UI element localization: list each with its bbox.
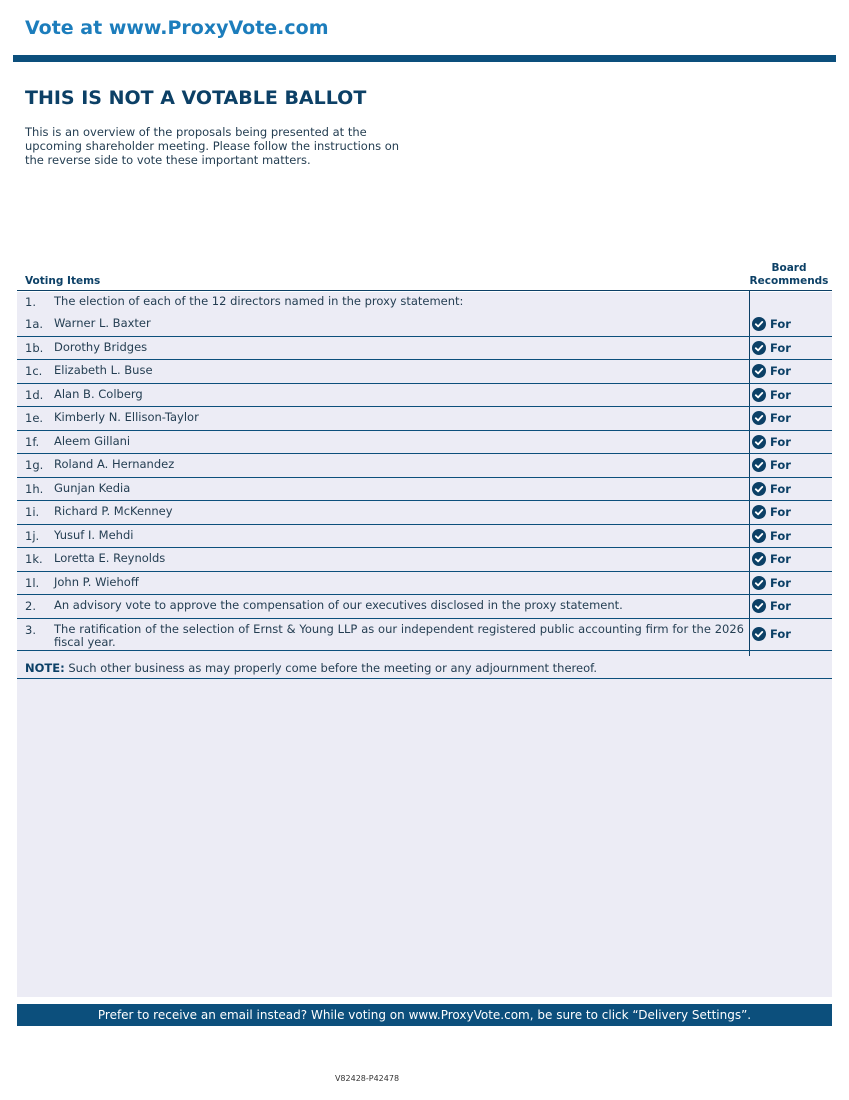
item-text: Yusuf I. Mehdi: [54, 527, 134, 542]
board-recommendation: [752, 341, 791, 355]
board-header-line1: Board: [771, 262, 807, 274]
item-text: An advisory vote to approve the compensation of our executives disclosed in the proxy statement.: [54, 598, 623, 612]
check-circle-icon: [752, 552, 766, 566]
page-title: THIS IS NOT A VOTABLE BALLOT: [25, 87, 367, 109]
item-number: 1i.: [25, 505, 40, 519]
item-number: 3.: [25, 622, 36, 637]
recommendation-label: For: [770, 411, 791, 425]
table-row: [17, 478, 832, 502]
item-text: Loretta E. Reynolds: [54, 551, 166, 565]
table-row: [17, 595, 832, 619]
item-number: 1k.: [25, 552, 43, 566]
item-text: Alan B. Colberg: [54, 386, 143, 401]
item-number: 1h.: [25, 481, 44, 496]
recommendation-label: For: [770, 575, 791, 590]
table-row: [17, 407, 832, 431]
board-recommendation: [752, 458, 791, 472]
board-header-line2: Recommends: [749, 275, 829, 287]
item-number: 1b.: [25, 340, 44, 355]
table-row: [17, 313, 832, 337]
board-recommendation: [752, 364, 791, 378]
document-code: V82428-P42478: [334, 1074, 400, 1083]
item-text: Kimberly N. Ellison-Taylor: [54, 410, 199, 424]
item-number: 1e.: [25, 411, 44, 425]
item-text: The election of each of the 12 directors named in the proxy statement:: [54, 294, 464, 308]
item-text: Dorothy Bridges: [54, 339, 148, 354]
check-circle-icon: [752, 627, 766, 641]
table-row: [17, 501, 832, 525]
voting-items-table: [17, 291, 832, 651]
check-circle-icon: [752, 576, 766, 590]
board-recommendation: [752, 317, 791, 331]
recommendation-label: For: [770, 505, 791, 519]
board-recommendation: [752, 482, 791, 496]
board-recommendation: [752, 552, 791, 566]
note-row: [17, 657, 832, 679]
item-text: Gunjan Kedia: [54, 480, 131, 495]
board-recommendation: [752, 576, 791, 590]
recommendation-label: For: [770, 317, 791, 331]
item-number: 1d.: [25, 387, 44, 402]
recommendation-label: For: [770, 387, 791, 402]
vote-url-heading[interactable]: Vote at www.ProxyVote.com: [25, 17, 329, 39]
item-number: 1.: [25, 295, 36, 309]
recommendation-label: For: [770, 599, 791, 613]
item-text: Elizabeth L. Buse: [54, 363, 153, 377]
table-row: [17, 525, 832, 549]
recommendation-label: For: [770, 528, 791, 543]
item-text: The ratification of the selection of Ernst & Young LLP as our independent registered public accounting firm for the 2026 fiscal year.: [54, 621, 744, 649]
recommendation-label: For: [770, 340, 791, 355]
item-number: 1a.: [25, 317, 44, 331]
table-row: [17, 454, 832, 478]
board-recommendation: [752, 435, 791, 449]
check-circle-icon: [752, 599, 766, 613]
table-row: [17, 360, 832, 384]
item-text: Roland A. Hernandez: [54, 457, 175, 471]
voting-items-header: Voting Items: [25, 275, 101, 287]
intro-text: This is an overview of the proposals being presented at the upcoming shareholder meeting. Please follow the instructions on the reverse side to vote these important matters.: [25, 125, 400, 167]
table-row: [17, 291, 832, 313]
board-recommendation: [752, 627, 791, 641]
recommendation-label: For: [770, 481, 791, 496]
item-number: 1l.: [25, 575, 40, 590]
table-row: [17, 431, 832, 455]
check-circle-icon: [752, 364, 766, 378]
item-number: 1g.: [25, 458, 44, 472]
top-divider: [13, 55, 836, 62]
check-circle-icon: [752, 505, 766, 519]
note-label: NOTE:: [25, 661, 65, 675]
note-text: [25, 661, 597, 675]
check-circle-icon: [752, 341, 766, 355]
table-row: [17, 337, 832, 361]
table-row: [17, 619, 832, 651]
item-number: 2.: [25, 599, 36, 613]
check-circle-icon: [752, 458, 766, 472]
check-circle-icon: [752, 411, 766, 425]
table-row: [17, 384, 832, 408]
board-recommendation: [752, 505, 791, 519]
item-text: Aleem Gillani: [54, 433, 131, 448]
item-number: 1j.: [25, 528, 40, 543]
table-row: [17, 572, 832, 596]
recommendation-label: For: [770, 458, 791, 472]
board-recommendation: [752, 388, 791, 402]
check-circle-icon: [752, 482, 766, 496]
board-recommends-header: [749, 262, 829, 288]
recommendation-label: For: [770, 364, 791, 378]
table-row: [17, 548, 832, 572]
check-circle-icon: [752, 388, 766, 402]
board-recommendation: [752, 599, 791, 613]
email-delivery-banner: Prefer to receive an email instead? While voting on www.ProxyVote.com, be sure to click “Delivery Settings”.: [17, 1004, 832, 1026]
item-text: John P. Wiehoff: [54, 574, 139, 589]
item-number: 1f.: [25, 434, 40, 449]
recommendation-label: For: [770, 552, 791, 566]
note-body: Such other business as may properly come before the meeting or any adjournment thereof.: [64, 661, 597, 675]
recommendation-label: For: [770, 626, 791, 641]
check-circle-icon: [752, 529, 766, 543]
item-text: Warner L. Baxter: [54, 316, 151, 330]
item-text: Richard P. McKenney: [54, 504, 173, 518]
check-circle-icon: [752, 435, 766, 449]
recommendation-label: For: [770, 434, 791, 449]
board-recommendation: [752, 411, 791, 425]
board-recommendation: [752, 529, 791, 543]
check-circle-icon: [752, 317, 766, 331]
item-number: 1c.: [25, 364, 43, 378]
